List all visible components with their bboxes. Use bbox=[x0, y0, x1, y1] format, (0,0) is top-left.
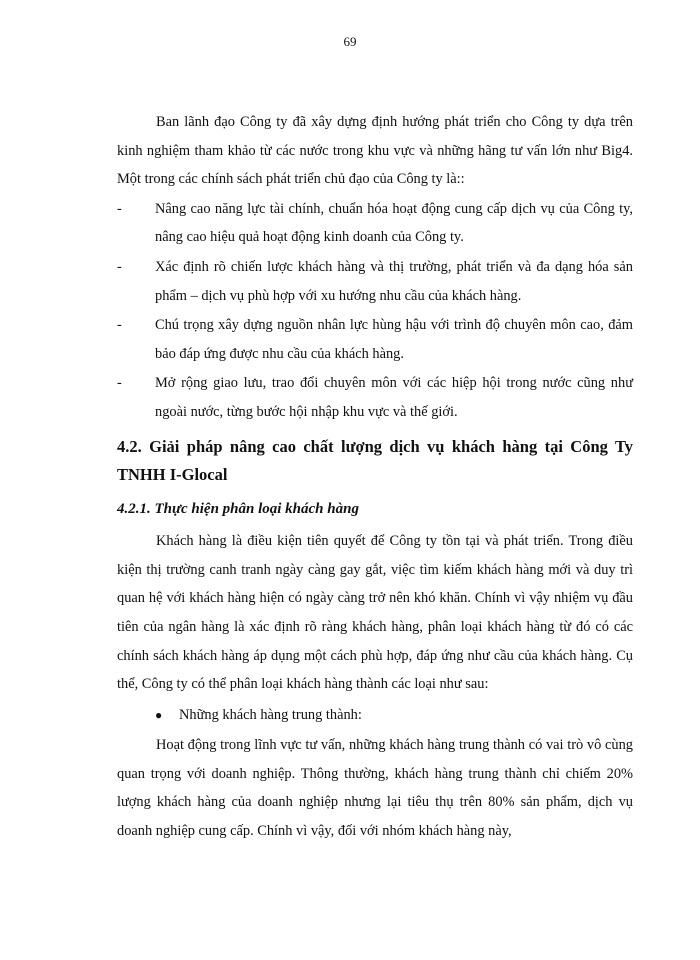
dash-list-item bbox=[117, 311, 633, 368]
dash-marker: - bbox=[117, 317, 122, 334]
body-paragraph-2: Hoạt động trong lĩnh vực tư vấn, những khách hàng trung thành có vai trò vô cùng quan trọng với doanh nghiệp. Thông thường, khách hàng trung thành chỉ chiếm 20% lượng khách hàng của doanh nghiệp nhưng lại tiêu thụ trên 80% sản phẩm, dịch vụ doanh nghiệp cung cấp. Chính vì vậy, đối với nhóm khách hàng này, bbox=[117, 737, 633, 840]
dash-list-item bbox=[117, 369, 633, 426]
page-number: 69 bbox=[343, 34, 357, 49]
body-paragraph-1: Khách hàng là điều kiện tiên quyết để Công ty tồn tại và phát triển. Trong điều kiện thị trường canh tranh ngày càng gay gắt, việc tìm kiếm khách hàng mới và duy trì quan hệ với khách hàng hiện có ngày càng trở nên khó khăn. Chính vì vậy nhiệm vụ đầu tiên của ngân hàng là xác định rõ ràng khách hàng, phân loại khách hàng từ đó có các chính sách khách hàng áp dụng một cách phù hợp, đáp ứng như cầu của khách hàng. Cụ thể, Công ty có thể phân loại khách hàng thành các loại như sau: bbox=[117, 533, 633, 693]
dash-marker: - bbox=[117, 258, 122, 275]
section-heading: 4.2. Giải pháp nâng cao chất lượng dịch vụ khách hàng tại Công Ty TNHH I-Glocal bbox=[117, 436, 633, 484]
dash-marker: - bbox=[117, 375, 122, 392]
dash-list-item bbox=[117, 195, 633, 252]
dash-list-text: Xác định rõ chiến lược khách hàng và thị trường, phát triển và đa dạng hóa sản phẩm – dịch vụ phù hợp với xu hướng nhu cầu của khách hàng. bbox=[155, 258, 633, 304]
document-body bbox=[117, 108, 633, 846]
intro-paragraph: Ban lãnh đạo Công ty đã xây dựng định hướng phát triển cho Công ty dựa trên kinh nghiệm tham khảo từ các nước trong khu vực và những hãng tư vấn lớn như Big4. Một trong các chính sách phát triển chủ đạo của Công ty là:: bbox=[117, 114, 633, 188]
bullet-list-text: Những khách hàng trung thành: bbox=[179, 706, 362, 723]
dash-list-text: Mở rộng giao lưu, trao đổi chuyên môn với các hiệp hội trong nước cũng như ngoài nước, từng bước hội nhập khu vực và thế giới. bbox=[155, 375, 633, 420]
bullet-marker: ● bbox=[155, 707, 163, 722]
dash-list-text: Nâng cao năng lực tài chính, chuẩn hóa hoạt động cung cấp dịch vụ của Công ty, nâng cao hiệu quả hoạt động kinh doanh của Công ty. bbox=[155, 200, 633, 246]
dash-list-item bbox=[117, 253, 633, 310]
dash-list-text: Chú trọng xây dựng nguồn nhân lực hùng hậu với trình độ chuyên môn cao, đảm bảo đáp ứng được nhu cầu của khách hàng. bbox=[155, 317, 633, 362]
subsection-heading: 4.2.1. Thực hiện phân loại khách hàng bbox=[117, 500, 359, 517]
bullet-list-item bbox=[117, 701, 633, 730]
dash-marker: - bbox=[117, 200, 122, 217]
